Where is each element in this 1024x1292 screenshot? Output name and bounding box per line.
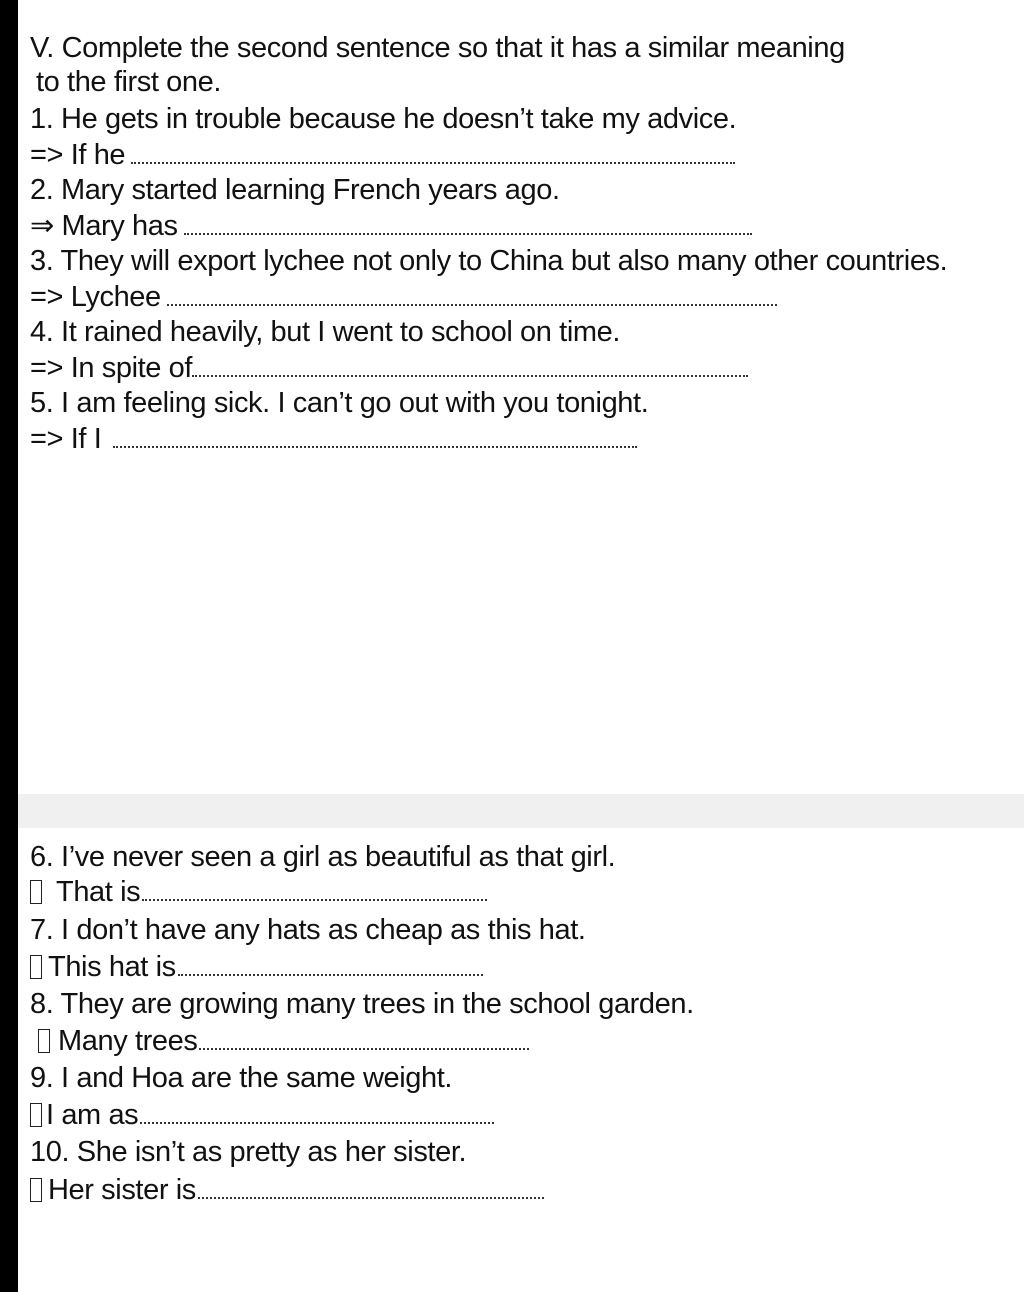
arrow-symbol-icon bbox=[30, 1103, 42, 1127]
question-5-answer-line bbox=[30, 421, 637, 457]
question-1-sentence: 1. He gets in trouble because he doesn’t take my advice. bbox=[30, 103, 737, 135]
arrow-symbol-icon bbox=[30, 880, 42, 904]
question-3-prompt: => Lychee bbox=[30, 281, 161, 313]
question-1-answer-line bbox=[30, 137, 735, 173]
question-7-prompt: This hat is bbox=[48, 951, 176, 983]
question-2-prompt: ⇒ Mary has bbox=[30, 210, 178, 242]
question-7-answer-line bbox=[30, 949, 483, 985]
page-divider-band bbox=[18, 794, 1024, 828]
arrow-symbol-icon bbox=[30, 955, 42, 979]
question-5-prompt: => If I bbox=[30, 423, 102, 455]
answer-blank[interactable] bbox=[199, 1044, 529, 1050]
question-10-prompt: Her sister is bbox=[48, 1174, 196, 1206]
answer-blank[interactable] bbox=[184, 229, 752, 235]
question-1-prompt: => If he bbox=[30, 139, 126, 171]
question-2-answer-line bbox=[30, 208, 752, 244]
question-3-sentence: 3. They will export lychee not only to China but also many other countries. bbox=[30, 245, 948, 277]
question-4-prompt: => In spite of bbox=[30, 352, 193, 384]
question-10-answer-line bbox=[30, 1172, 544, 1208]
question-4-answer-line bbox=[30, 350, 748, 386]
left-border-bar bbox=[0, 0, 18, 1292]
answer-blank[interactable] bbox=[131, 158, 735, 164]
section-title-line-2: to the first one. bbox=[36, 66, 222, 98]
question-7-sentence: 7. I don’t have any hats as cheap as this hat. bbox=[30, 914, 586, 946]
question-9-sentence: 9. I and Hoa are the same weight. bbox=[30, 1062, 453, 1094]
question-8-answer-line bbox=[38, 1023, 529, 1059]
question-6-sentence: 6. I’ve never seen a girl as beautiful as that girl. bbox=[30, 841, 616, 873]
question-4-sentence: 4. It rained heavily, but I went to school on time. bbox=[30, 316, 621, 348]
question-2-sentence: 2. Mary started learning French years ago. bbox=[30, 174, 560, 206]
answer-blank[interactable] bbox=[140, 1118, 494, 1124]
question-8-prompt: Many trees bbox=[58, 1025, 198, 1057]
question-10-sentence: 10. She isn’t as pretty as her sister. bbox=[30, 1136, 467, 1168]
answer-blank[interactable] bbox=[192, 371, 748, 377]
answer-blank[interactable] bbox=[142, 895, 487, 901]
section-title-line-1: V. Complete the second sentence so that it has a similar meaning bbox=[30, 32, 845, 64]
arrow-symbol-icon bbox=[30, 1178, 42, 1202]
question-8-sentence: 8. They are growing many trees in the school garden. bbox=[30, 988, 694, 1020]
question-9-prompt: I am as bbox=[46, 1099, 139, 1131]
question-3-answer-line bbox=[30, 279, 777, 315]
question-6-prompt: That is bbox=[56, 876, 141, 908]
question-9-answer-line bbox=[30, 1097, 494, 1133]
answer-blank[interactable] bbox=[178, 970, 483, 976]
question-5-sentence: 5. I am feeling sick. I can’t go out with you tonight. bbox=[30, 387, 649, 419]
arrow-symbol-icon bbox=[38, 1029, 50, 1053]
answer-blank[interactable] bbox=[167, 300, 777, 306]
answer-blank[interactable] bbox=[198, 1193, 544, 1199]
question-6-answer-line bbox=[30, 874, 487, 910]
answer-blank[interactable] bbox=[113, 442, 637, 448]
